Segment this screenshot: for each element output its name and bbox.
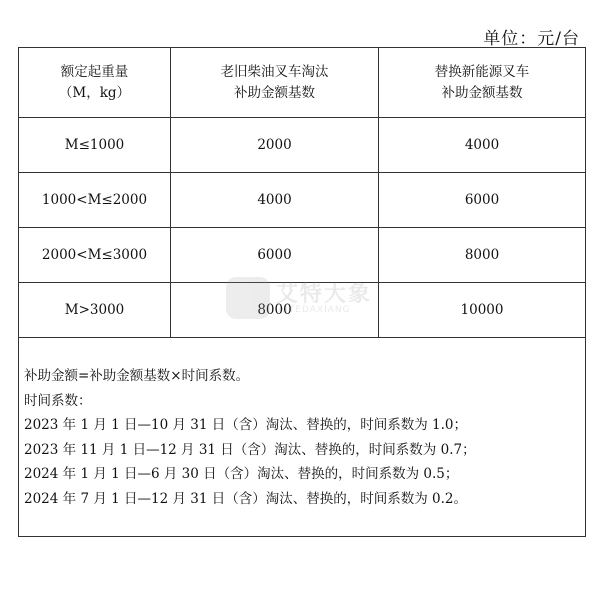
table-cell: 10000	[379, 283, 586, 338]
table-row	[19, 173, 586, 228]
table-cell: 8000	[171, 283, 379, 338]
header-text: 补助金额基数	[441, 84, 523, 101]
table-cell: 1000<M≤2000	[19, 173, 171, 228]
header-text: 老旧柴油叉车淘汰	[220, 63, 329, 80]
header-text: 额定起重量	[60, 63, 129, 80]
table-cell: M≤1000	[19, 118, 171, 173]
header-text: （M，kg）	[58, 84, 131, 101]
table-cell: 2000<M≤3000	[19, 228, 171, 283]
table-cell: 8000	[379, 228, 586, 283]
table-row	[19, 228, 586, 283]
note-line: 2024 年 1 月 1 日—6 月 30 日（含）淘汰、替换的，时间系数为 0.5；	[24, 466, 459, 482]
header-text: 补助金额基数	[234, 84, 315, 101]
notes-row	[19, 338, 586, 537]
note-line: 2023 年 11 月 1 日—12 月 31 日（含）淘汰、替换的，时间系数为 0.7；	[24, 441, 476, 458]
note-line: 2024 年 7 月 1 日—12 月 31 日（含）淘汰、替换的，时间系数为 0.2。	[24, 490, 467, 507]
note-line: 补助金额=补助金额基数×时间系数。	[24, 368, 250, 384]
note-line: 时间系数：	[24, 392, 92, 409]
table-cell: 2000	[171, 118, 379, 173]
note-line: 2023 年 1 月 1 日—10 月 31 日（含）淘汰、替换的，时间系数为 1.0；	[24, 417, 467, 433]
watermark-text: 艾特大象	[276, 282, 373, 307]
subsidy-table	[18, 47, 586, 537]
watermark-subtext: AITEDAXIANG	[278, 305, 351, 315]
table-header-row	[19, 48, 586, 118]
table-cell: M>3000	[19, 283, 171, 338]
header-text: 替换新能源叉车	[434, 63, 530, 80]
table-cell: 4000	[171, 173, 379, 228]
table-cell: 6000	[379, 173, 586, 228]
table-cell: 4000	[379, 118, 586, 173]
header-cell-new-energy-subsidy	[379, 48, 586, 118]
notes-cell	[19, 338, 586, 537]
header-cell-diesel-subsidy	[171, 48, 379, 118]
table-cell: 6000	[171, 228, 379, 283]
table-row	[19, 118, 586, 173]
table-row	[19, 283, 586, 338]
header-cell-capacity	[19, 48, 171, 118]
unit-label: 单位：元/台	[483, 29, 580, 49]
